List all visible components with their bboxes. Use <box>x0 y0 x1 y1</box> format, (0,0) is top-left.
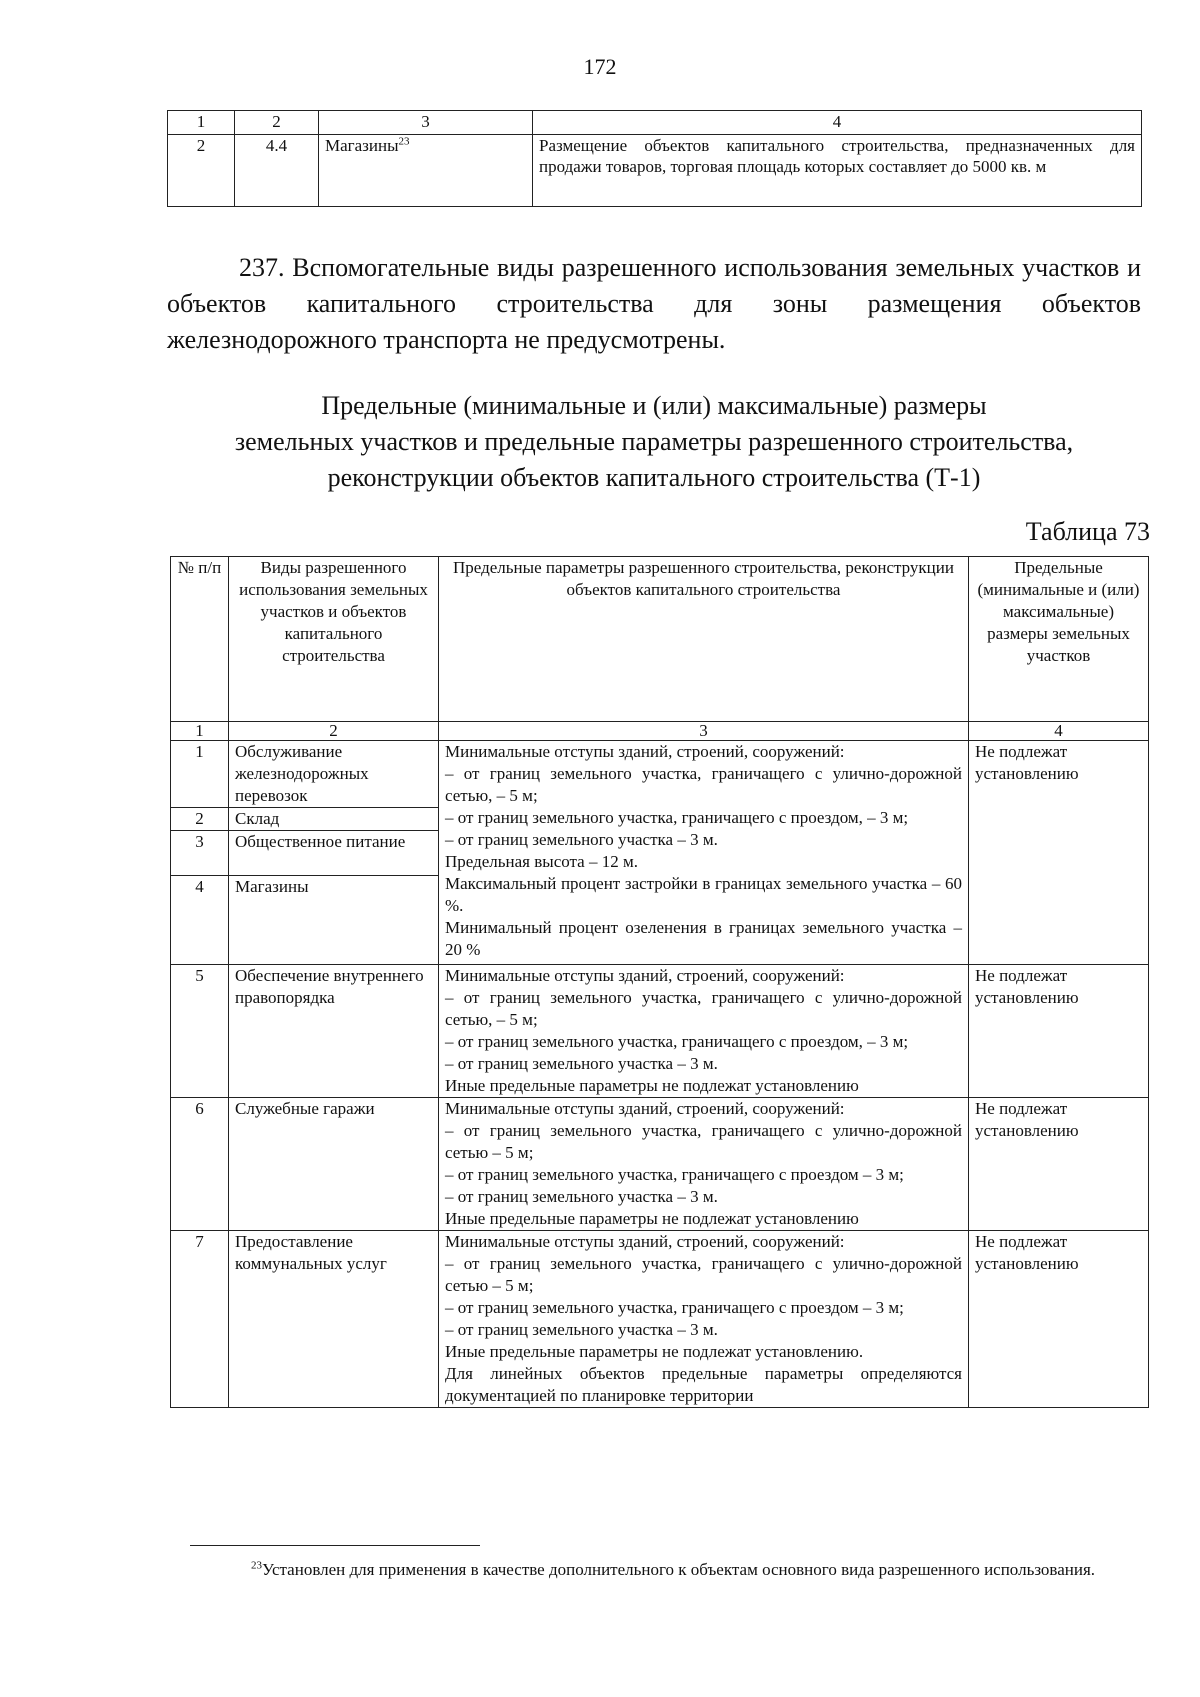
heading-line: Предельные (минимальные и (или) максимальные) размеры <box>321 391 987 420</box>
footnote-reference: 23 <box>398 135 410 148</box>
top-table-header-cell: 1 <box>168 111 235 135</box>
param-line: Минимальные отступы зданий, строений, сооружений: <box>445 742 845 761</box>
column-number: 4 <box>969 722 1149 741</box>
table-row <box>171 965 1149 1098</box>
page-number: 172 <box>583 54 617 79</box>
row-number: 2 <box>168 135 235 207</box>
param-line: – от границ земельного участка, граничащего с проездом, – 3 м; <box>445 808 909 827</box>
param-line: – от границ земельного участка, граничащего с проездом – 3 м; <box>445 1298 904 1317</box>
table-caption: Таблица 73 <box>1025 517 1150 546</box>
param-line: Для линейных объектов предельные параметры определяются документацией по планировке территории <box>445 1364 962 1405</box>
row-number: 3 <box>171 831 229 876</box>
row-use-type: Склад <box>229 808 439 831</box>
footnote-text: Установлен для применения в качестве дополнительного к объектам основного вида разрешенного использования. <box>262 1560 1096 1579</box>
param-line: – от границ земельного участка – 3 м. <box>445 1187 718 1206</box>
param-line: Минимальные отступы зданий, строений, сооружений: <box>445 1232 845 1251</box>
header-parameters: Предельные параметры разрешенного строительства, реконструкции объектов капитального строительства <box>439 557 969 722</box>
row-use-type: Служебные гаражи <box>229 1098 439 1231</box>
footnote-number: 23 <box>251 1559 262 1572</box>
top-table-header-cell: 4 <box>533 111 1142 135</box>
param-line: – от границ земельного участка – 3 м. <box>445 1054 718 1073</box>
row-use-type: Общественное питание <box>229 831 439 876</box>
row-use-type: Обслуживание железнодорожных перевозок <box>229 741 439 808</box>
section-heading <box>167 388 1141 496</box>
row-use-type: Предоставление коммунальных услуг <box>229 1231 439 1408</box>
paragraph-237: 237. Вспомогательные виды разрешенного использования земельных участков и объектов капитального строительства для зоны размещения объектов железнодорожного транспорта не предусмотрены. <box>167 253 1141 354</box>
table-73 <box>170 556 1149 1408</box>
param-line: – от границ земельного участка, граничащего с улично-дорожной сетью, – 5 м; <box>445 764 962 805</box>
row-parameters <box>439 1098 969 1231</box>
top-table-header-row <box>168 111 1142 135</box>
header-number: № п/п <box>171 557 229 722</box>
row-code: 4.4 <box>235 135 319 207</box>
row-use-type: Обеспечение внутреннего правопорядка <box>229 965 439 1098</box>
row-sizes: Не подлежат установлению <box>969 1231 1149 1408</box>
param-line: Минимальный процент озеленения в границах земельного участка – 20 % <box>445 918 962 959</box>
row-number: 2 <box>171 808 229 831</box>
param-line: – от границ земельного участка – 3 м. <box>445 1320 718 1339</box>
row-parameters <box>439 965 969 1098</box>
row-use-type: Магазины <box>229 876 439 965</box>
column-number: 3 <box>439 722 969 741</box>
param-line: Максимальный процент застройки в границах земельного участка – 60 %. <box>445 874 962 915</box>
header-sizes: Предельные (минимальные и (или) максимальные) размеры земельных участков <box>969 557 1149 722</box>
row-parameters <box>439 1231 969 1408</box>
row-sizes: Не подлежат установлению <box>969 741 1149 965</box>
param-line: – от границ земельного участка – 3 м. <box>445 830 718 849</box>
row-name: Магазины <box>325 136 399 155</box>
param-line: Минимальные отступы зданий, строений, сооружений: <box>445 966 845 985</box>
param-line: Иные предельные параметры не подлежат установлению <box>445 1209 859 1228</box>
param-line: Иные предельные параметры не подлежат установлению <box>445 1076 859 1095</box>
param-line: – от границ земельного участка, граничащего с улично-дорожной сетью – 5 м; <box>445 1254 962 1295</box>
row-name-cell <box>319 135 533 207</box>
column-number: 2 <box>229 722 439 741</box>
param-line: – от границ земельного участка, граничащего с проездом, – 3 м; <box>445 1032 909 1051</box>
param-line: Минимальные отступы зданий, строений, сооружений: <box>445 1099 845 1118</box>
table-row <box>171 741 1149 808</box>
table-header-row <box>171 557 1149 722</box>
row-sizes: Не подлежат установлению <box>969 965 1149 1098</box>
heading-line: реконструкции объектов капитального строительства (Т-1) <box>327 463 981 492</box>
table-row <box>171 1231 1149 1408</box>
row-number: 6 <box>171 1098 229 1231</box>
param-line: Предельная высота – 12 м. <box>445 852 638 871</box>
footnote <box>175 1558 1145 1582</box>
row-number: 5 <box>171 965 229 1098</box>
column-number: 1 <box>171 722 229 741</box>
table-row <box>171 1098 1149 1231</box>
top-table-header-cell: 2 <box>235 111 319 135</box>
footnote-divider <box>190 1545 480 1546</box>
row-description: Размещение объектов капитального строительства, предназначенных для продажи товаров, торговая площадь которых составляет до 5000 кв. м <box>533 135 1142 207</box>
row-parameters <box>439 741 969 965</box>
param-line: – от границ земельного участка, граничащего с улично-дорожной сетью – 5 м; <box>445 1121 962 1162</box>
heading-line: земельных участков и предельные параметры разрешенного строительства, <box>234 427 1074 456</box>
top-table-header-cell: 3 <box>319 111 533 135</box>
param-line: – от границ земельного участка, граничащего с проездом – 3 м; <box>445 1165 904 1184</box>
param-line: Иные предельные параметры не подлежат установлению. <box>445 1342 864 1361</box>
table-row <box>168 135 1142 207</box>
row-number: 7 <box>171 1231 229 1408</box>
table-column-numbers-row <box>171 722 1149 741</box>
row-sizes: Не подлежат установлению <box>969 1098 1149 1231</box>
top-table-fragment <box>167 110 1142 207</box>
header-use-type: Виды разрешенного использования земельных участков и объектов капитального строительства <box>229 557 439 722</box>
param-line: – от границ земельного участка, граничащего с улично-дорожной сетью, – 5 м; <box>445 988 962 1029</box>
row-number: 1 <box>171 741 229 808</box>
row-number: 4 <box>171 876 229 965</box>
